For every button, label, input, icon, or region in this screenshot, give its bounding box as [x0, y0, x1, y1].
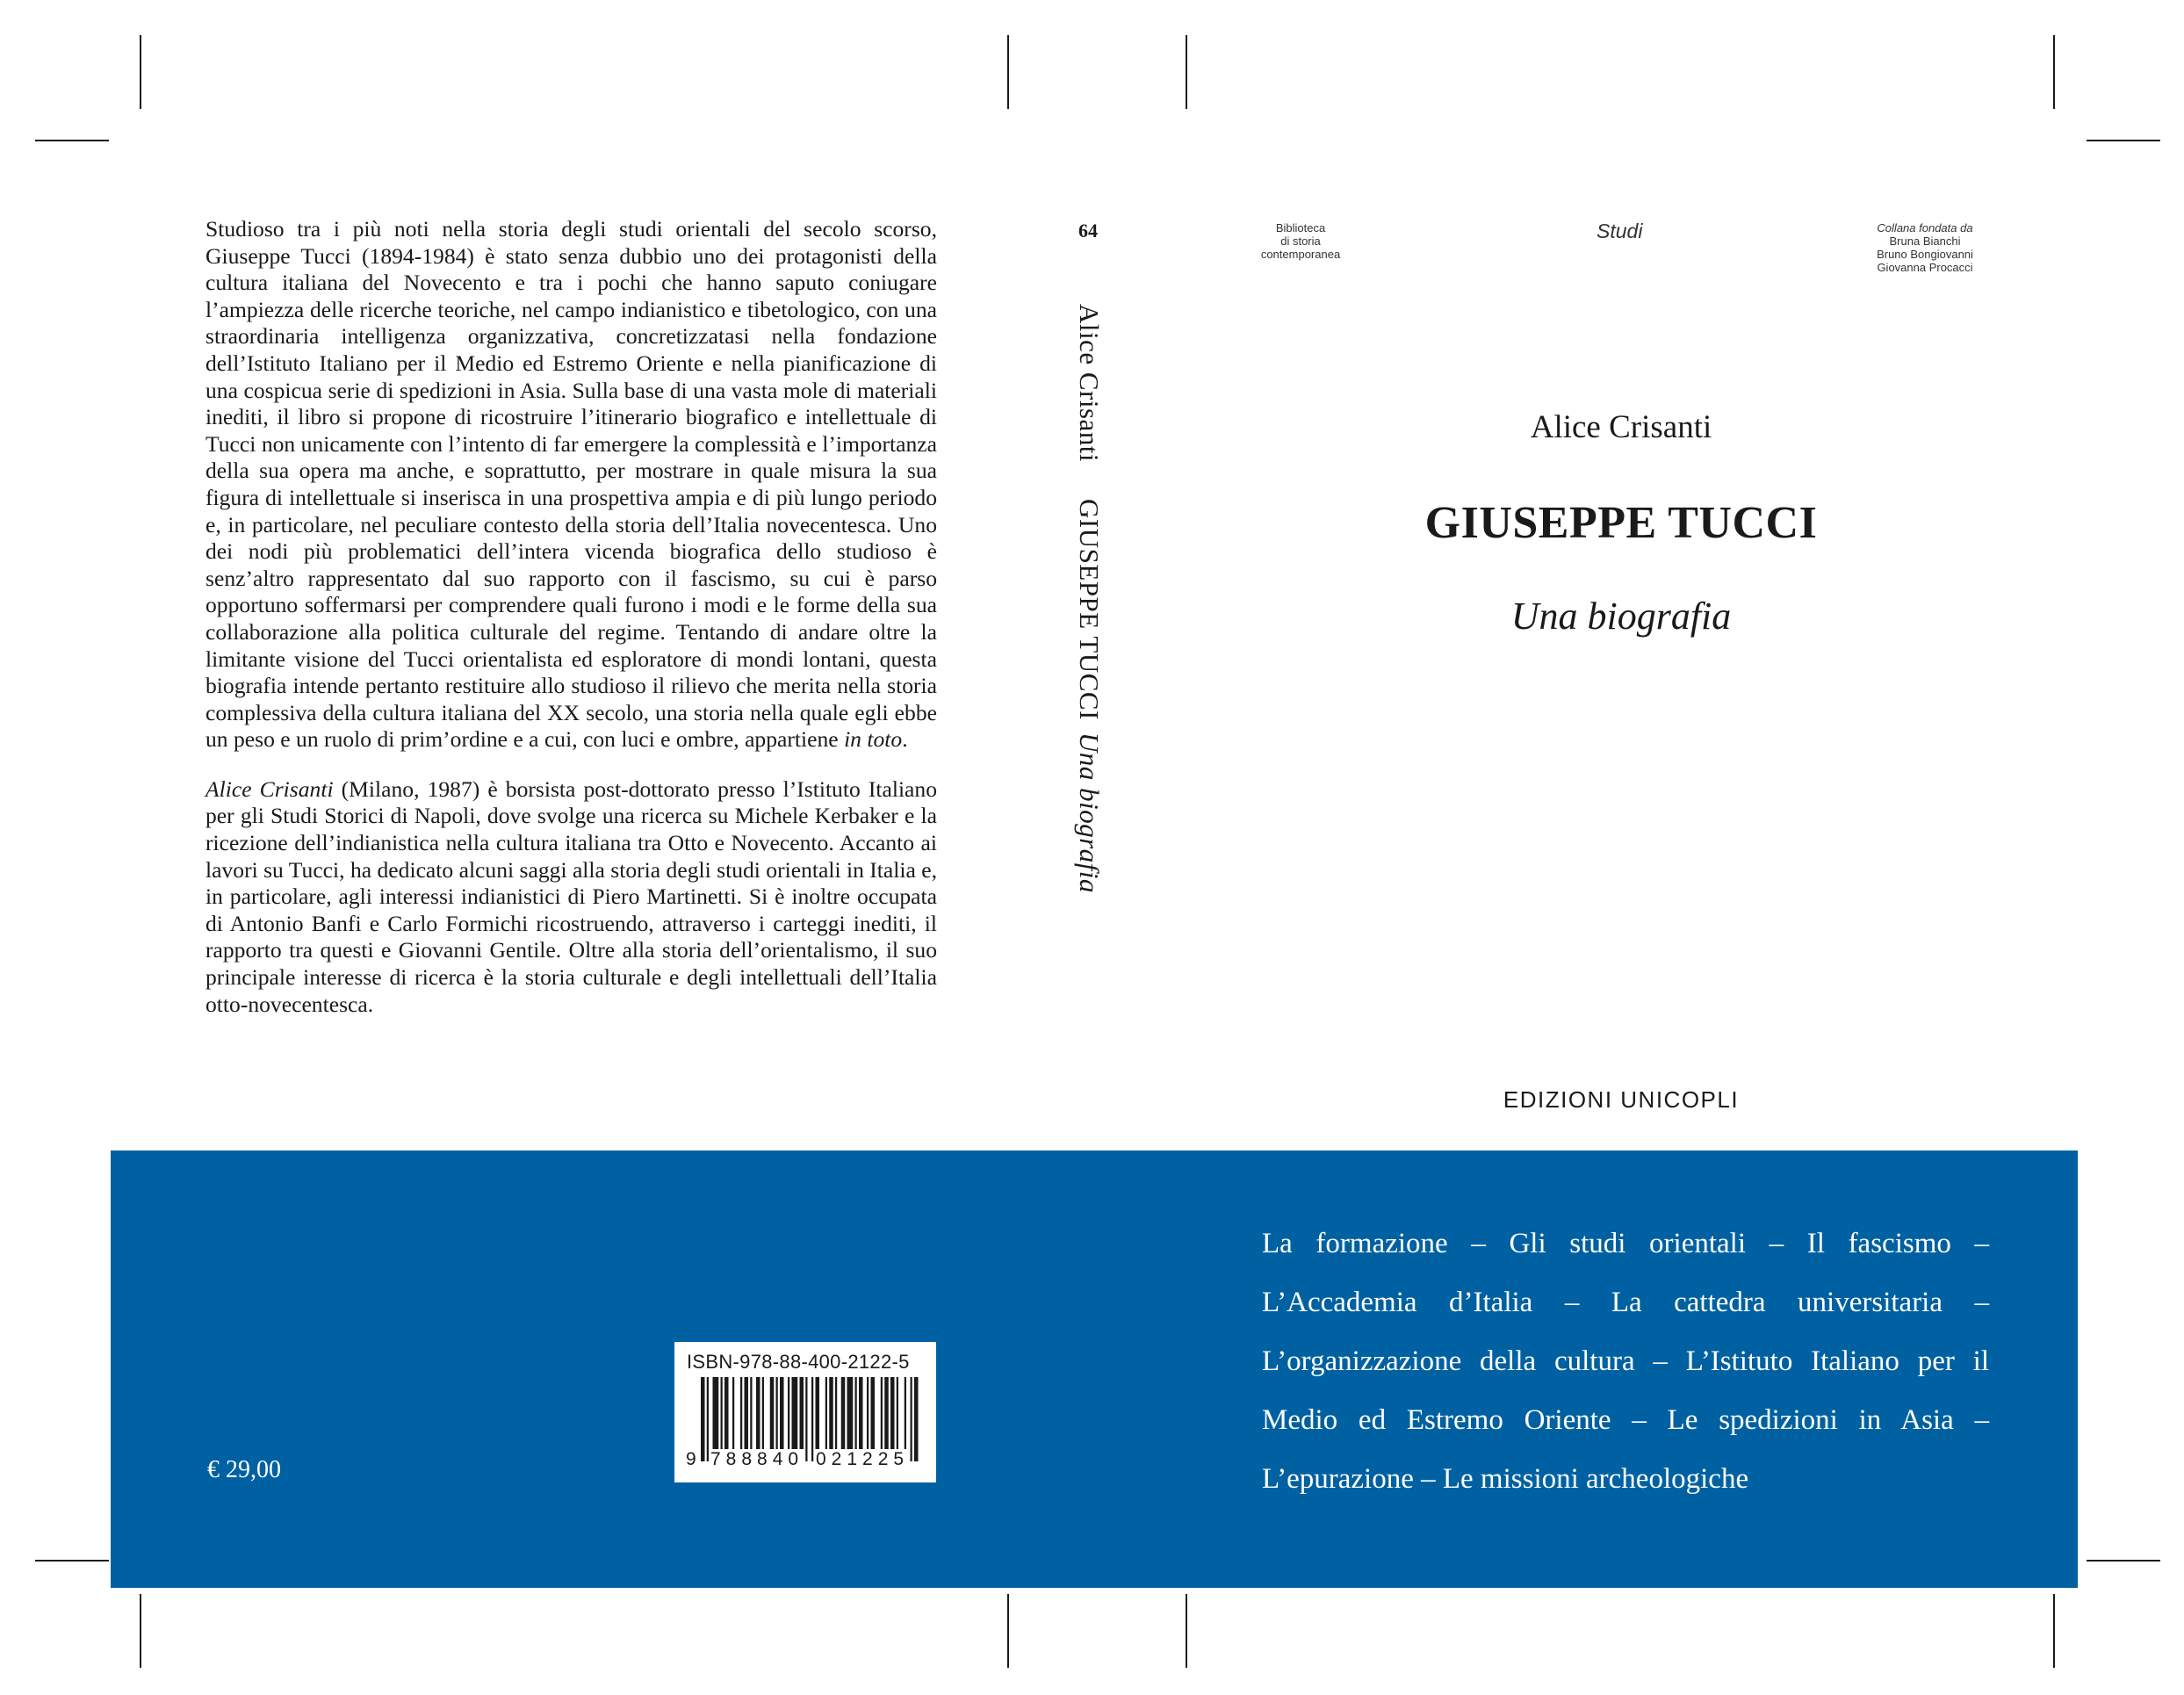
description-text: Studioso tra i più noti nella storia degli studi orientali del secolo scorso, Giuseppe Tucci (1894-1984) è stato senza dubbio uno dei protagonisti della cultura italiana del Novecento e tra i pochi che hanno saputo coniugare l’ampiezza delle ricerche teoriche, nel campo indianistico e tibetologico, con una straordinaria intelligenza organizzativa, concretizzatasi nella fondazione dell’Istituto Italiano per il Medio ed Estremo Oriente e nella pianificazione di una cospicua serie di spedizioni in Asia. Sulla base di una vasta mole di materiali inediti, il libro si propone di ricostruire l’itinerario biografico e intellettuale di Tucci non unicamente con l’intento di far emergere la complessità e l’importanza della sua opera ma anche, e soprattutto, per mostrare in quale misura la sua figura di intellettuale si inserisca in una prospettiva ampia e di più lungo periodo e, in particolare, nel peculiare contesto della storia dell’Italia novecentesca. Uno dei nodi più problematici dell’intera vicenda biografica dello studioso è senz’altro rappresentato dal suo rapporto con il fascismo, su cui è parso opportuno soffermarsi per comprendere quali furono i modi e le forme della sua collaborazione alla politica culturale del regime. Tentando di andare oltre la limitante visione del Tucci orientalista ed esploratore di mondi lontani, questa biografia intende pertanto restituire allo studioso il rilievo che merita nella storia complessiva della cultura italiana del XX secolo, una storia nella quale egli ebbe un peso e un ruolo di prim’ordine e a cui, con luci e ombre, appartiene: [205, 216, 937, 753]
barcode-right-digits: 021225: [816, 1449, 910, 1469]
barcode-digit: [815, 1449, 910, 1470]
series-founders: [1859, 221, 1991, 274]
collection-name: Studi: [1597, 220, 1643, 242]
crop-mark: [1007, 35, 1009, 109]
barcode-bar: [805, 1377, 807, 1461]
author-bio: [205, 776, 937, 1018]
crop-mark: [140, 1594, 141, 1668]
barcode-bar: [701, 1377, 705, 1461]
crop-mark: [35, 140, 109, 141]
spine-title: GIUSEPPE TUCCI: [1074, 499, 1105, 720]
crop-mark: [1007, 1594, 1009, 1668]
price: € 29,00: [207, 1456, 281, 1483]
crop-mark: [2053, 1594, 2055, 1668]
spine-subtitle: Una biografia: [1074, 732, 1105, 893]
crop-mark: [140, 35, 141, 109]
series-line: contemporanea: [1260, 248, 1341, 261]
front-title: GIUSEPPE TUCCI: [1424, 498, 1818, 548]
barcode-digit: [710, 1449, 804, 1470]
founder-name: Bruno Bongiovanni: [1877, 248, 1973, 261]
barcode-bar: [911, 1377, 912, 1461]
series-name: [1252, 221, 1349, 261]
barcode-digit: [685, 1449, 697, 1470]
crop-mark: [2087, 140, 2160, 141]
publisher-name: EDIZIONI UNICOPLI: [1503, 1086, 1740, 1113]
front-author: Alice Crisanti: [1530, 409, 1712, 445]
back-cover-text: [205, 216, 937, 1018]
barcode: [674, 1342, 936, 1482]
bio-text: (Milano, 1987) è borsista post-dottorato presso l’Istituto Italiano per gli Studi Storici di Napoli, dove svolge una ricerca su Michele Kerbaker e la ricezione dell’indianistica nella cultura italiana tra Otto e Novecento. Accanto ai lavori su Tucci, ha dedicato alcuni saggi alla storia degli studi orientali in Italia e, in particolare, agli interessi indianistici di Piero Martinetti. Si è inoltre occupata di Antonio Banfi e Carlo Formichi ricostruendo, attraverso i carteggi inediti, il rapporto tra questi e Giovanni Gentile. Oltre alla storia dell’orientalismo, il suo principale interesse di ricerca è la storia culturale e degli intellettuali dell’Italia otto-novecentesca.: [205, 775, 938, 1017]
book-description: [205, 216, 937, 754]
series-line: di storia: [1280, 234, 1321, 248]
crop-mark: [35, 1560, 109, 1562]
spine-text: [1073, 304, 1105, 893]
crop-mark: [2087, 1560, 2160, 1562]
spine-series-number: 64: [1078, 220, 1098, 242]
front-subtitle: Una biografia: [1510, 595, 1732, 638]
crop-mark: [2053, 35, 2055, 109]
crop-mark: [1186, 1594, 1187, 1668]
bio-author-name: Alice Crisanti: [205, 775, 334, 802]
spine-author: Alice Crisanti: [1074, 304, 1105, 463]
barcode-first-digit: 9: [686, 1449, 696, 1469]
description-end: .: [902, 726, 908, 753]
isbn-number: ISBN-978-88-400-2122-5: [687, 1351, 910, 1373]
series-line: Biblioteca: [1275, 221, 1326, 234]
barcode-bar: [707, 1377, 709, 1461]
barcode-bar: [914, 1377, 919, 1461]
founder-name: Giovanna Procacci: [1877, 261, 1973, 274]
founders-heading: Collana fondata da: [1877, 221, 1973, 234]
barcode-bar: [811, 1377, 813, 1461]
crop-mark: [1186, 35, 1187, 109]
barcode-left-digits: 788840: [710, 1449, 804, 1469]
description-italic: in toto: [844, 726, 903, 753]
founder-name: Bruna Bianchi: [1889, 234, 1961, 248]
contents-list: La formazione – Gli studi orientali – Il fascismo – L’Accademia d’Italia – La cattedra universitaria – L’organizzazione della cultura – L’Istituto Italiano per il Medio ed Estremo Oriente – Le spedizioni in Asia – L’epurazione – Le missioni archeologiche: [1262, 1228, 1989, 1495]
